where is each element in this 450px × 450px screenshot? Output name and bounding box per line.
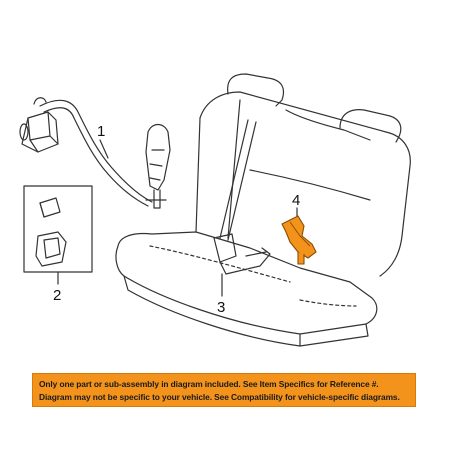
callout-3: 3 [217, 299, 226, 316]
callout-4: 4 [292, 192, 301, 209]
callout-2: 2 [53, 287, 62, 304]
rear-seat-part-3 [116, 74, 410, 346]
disclaimer-banner [32, 373, 416, 407]
seat-belt-buckle-part-4 [282, 216, 316, 264]
disclaimer-line-2: Diagram may not be specific to your vehicle. See Compatibility for vehicle-specific diagrams. [39, 391, 400, 402]
seat-belt-retractor-part-1 [20, 98, 170, 208]
trim-cover-box-part-2 [24, 186, 92, 272]
callout-leader-1 [100, 140, 108, 158]
disclaimer-line-1: Only one part or sub-assembly in diagram included. See Item Specifics for Reference #. [39, 379, 379, 389]
callout-1: 1 [97, 123, 106, 140]
